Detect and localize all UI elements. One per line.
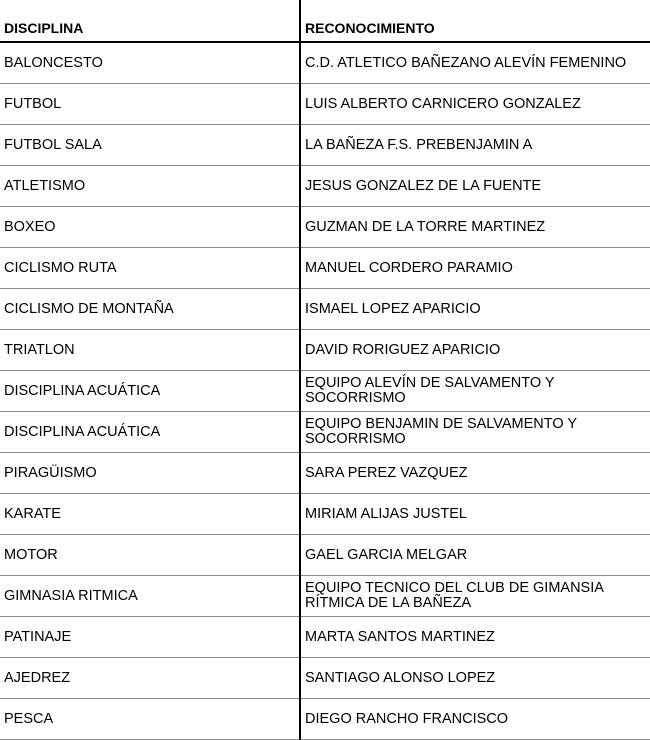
header-reconocimiento: RECONOCIMIENTO bbox=[305, 20, 435, 36]
cell-reconocimiento: GUZMAN DE LA TORRE MARTINEZ bbox=[305, 218, 546, 235]
cell-disciplina: DISCIPLINA ACUÁTICA bbox=[0, 412, 300, 453]
cell-disciplina: DISCIPLINA ACUÁTICA bbox=[0, 371, 300, 412]
cell-reconocimiento: MANUEL CORDERO PARAMIO bbox=[305, 259, 513, 276]
cell-disciplina: AJEDREZ bbox=[0, 658, 300, 699]
cell-reconocimiento: LUIS ALBERTO CARNICERO GONZALEZ bbox=[305, 95, 581, 112]
header-disciplina: DISCIPLINA bbox=[0, 0, 300, 42]
cell-disciplina: GIMNASIA RITMICA bbox=[0, 576, 300, 617]
cell-disciplina: CICLISMO RUTA bbox=[0, 248, 300, 289]
cell-disciplina: ATLETISMO bbox=[0, 166, 300, 207]
cell-reconocimiento: EQUIPO TECNICO DEL CLUB DE GIMANSIA RÍTMICA DE LA BAÑEZA bbox=[305, 580, 604, 611]
cell-reconocimiento: JESUS GONZALEZ DE LA FUENTE bbox=[305, 177, 542, 194]
table-row bbox=[0, 535, 650, 576]
table-row bbox=[0, 412, 650, 453]
cell-reconocimiento: EQUIPO BENJAMIN DE SALVAMENTO Y SOCORRISMO bbox=[305, 416, 577, 447]
cell-reconocimiento: SANTIAGO ALONSO LOPEZ bbox=[305, 669, 496, 686]
table-row bbox=[0, 576, 650, 617]
cell-disciplina: MOTOR bbox=[0, 535, 300, 576]
table-row bbox=[0, 42, 650, 84]
table-row bbox=[0, 289, 650, 330]
cell-disciplina: PIRAGÜISMO bbox=[0, 453, 300, 494]
table-row bbox=[0, 125, 650, 166]
cell-disciplina: TRIATLON bbox=[0, 330, 300, 371]
table-row bbox=[0, 494, 650, 535]
table-row bbox=[0, 699, 650, 740]
cell-reconocimiento: LA BAÑEZA F.S. PREBENJAMIN A bbox=[305, 136, 533, 153]
cell-reconocimiento: DAVID RORIGUEZ APARICIO bbox=[305, 341, 501, 358]
table-row bbox=[0, 207, 650, 248]
table-row bbox=[0, 166, 650, 207]
table-row bbox=[0, 453, 650, 494]
cell-reconocimiento: SARA PEREZ VAZQUEZ bbox=[305, 464, 468, 481]
cell-reconocimiento: GAEL GARCIA MELGAR bbox=[305, 546, 468, 563]
cell-disciplina: BALONCESTO bbox=[0, 42, 300, 84]
table-row bbox=[0, 658, 650, 699]
cell-reconocimiento: C.D. ATLETICO BAÑEZANO ALEVÍN FEMENINO bbox=[305, 54, 627, 71]
cell-reconocimiento: DIEGO RANCHO FRANCISCO bbox=[305, 710, 509, 727]
table-header-row bbox=[0, 0, 650, 42]
cell-disciplina: PESCA bbox=[0, 699, 300, 740]
table-row bbox=[0, 84, 650, 125]
cell-reconocimiento: EQUIPO ALEVÍN DE SALVAMENTO Y SOCORRISMO bbox=[305, 375, 555, 406]
table-row bbox=[0, 371, 650, 412]
cell-disciplina: FUTBOL SALA bbox=[0, 125, 300, 166]
cell-disciplina: CICLISMO DE MONTAÑA bbox=[0, 289, 300, 330]
table-row bbox=[0, 617, 650, 658]
cell-reconocimiento: ISMAEL LOPEZ APARICIO bbox=[305, 300, 481, 317]
table-row bbox=[0, 330, 650, 371]
cell-disciplina: PATINAJE bbox=[0, 617, 300, 658]
table-row bbox=[0, 248, 650, 289]
cell-disciplina: FUTBOL bbox=[0, 84, 300, 125]
cell-reconocimiento: MIRIAM ALIJAS JUSTEL bbox=[305, 505, 467, 522]
cell-disciplina: BOXEO bbox=[0, 207, 300, 248]
cell-reconocimiento: MARTA SANTOS MARTINEZ bbox=[305, 628, 495, 645]
cell-disciplina: KARATE bbox=[0, 494, 300, 535]
